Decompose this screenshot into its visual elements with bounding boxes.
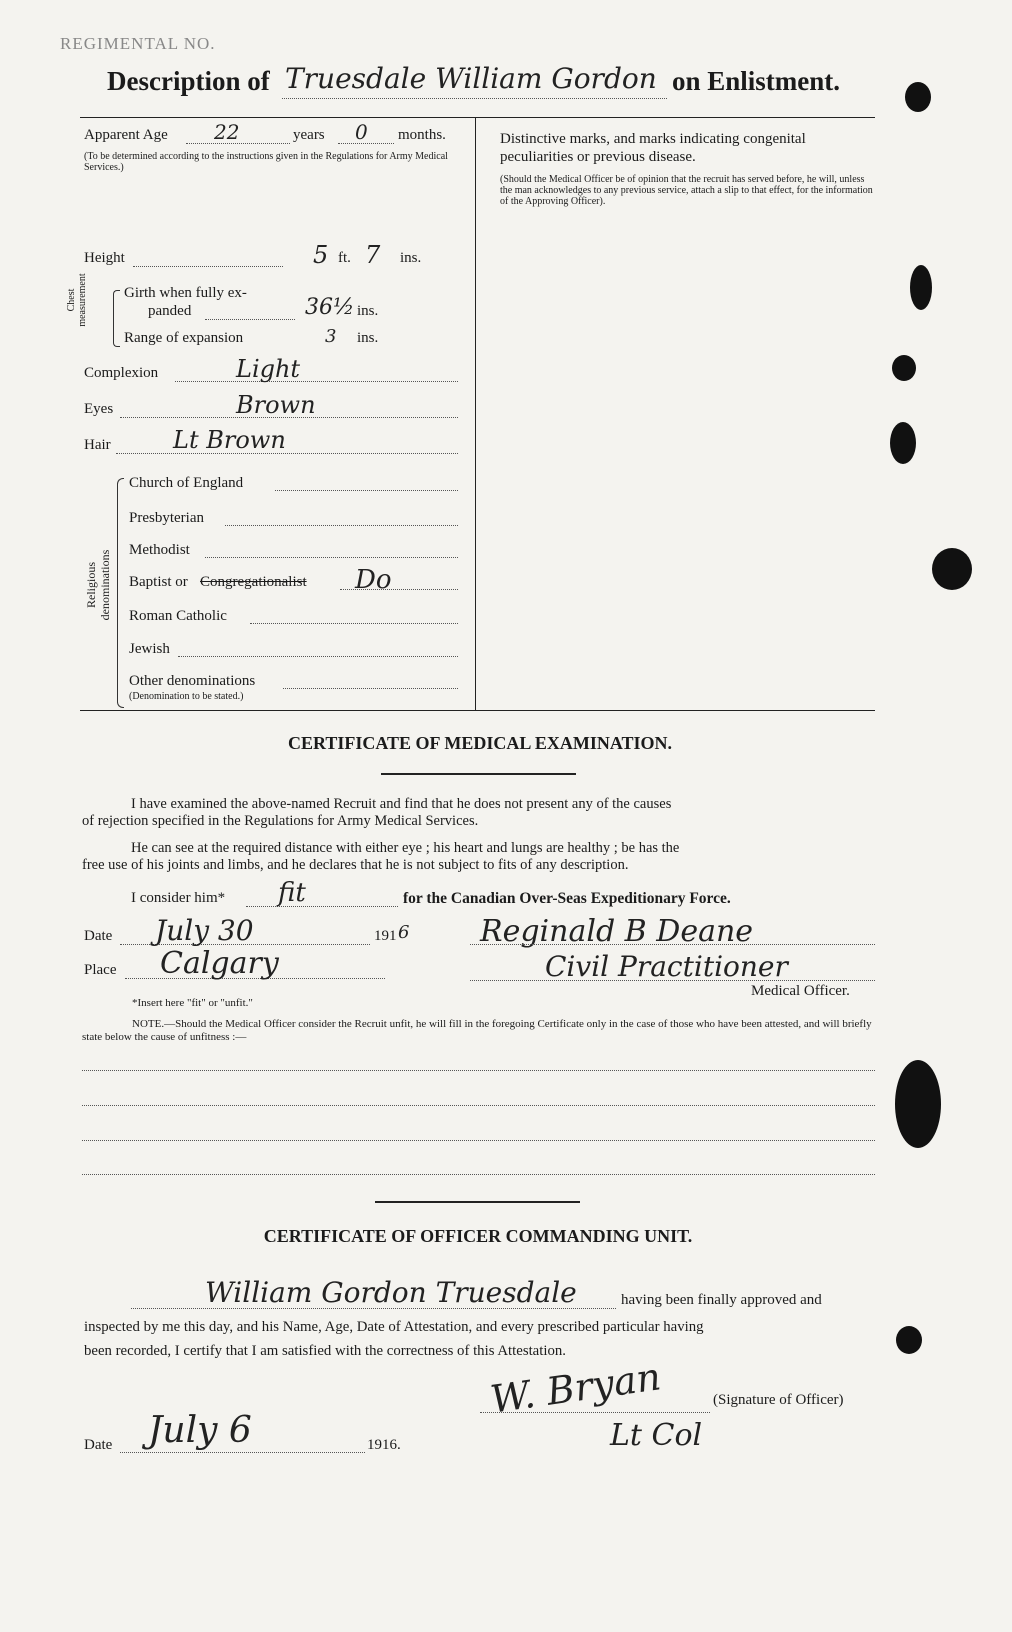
height-line [133, 266, 283, 267]
age-months-value: 0 [355, 120, 368, 144]
commanding-heading: CERTIFICATE OF OFFICER COMMANDING UNIT. [263, 1226, 693, 1246]
religion-baptist-prefix: Baptist or [129, 574, 188, 590]
religion-rc-line [250, 623, 458, 624]
commanding-date-line [120, 1452, 365, 1453]
chest-girth-line [205, 319, 295, 320]
form-title-suffix: on Enlistment. [672, 66, 841, 96]
marks-heading-1: Distinctive marks, and marks indicating congenital [500, 131, 806, 147]
recruit-name: Truesdale William Gordon [285, 62, 657, 95]
edge-blot [905, 82, 931, 112]
height-inches-label: ins. [400, 250, 422, 266]
religion-jewish: Jewish [129, 641, 170, 657]
medical-signature-1: Reginald B Deane [480, 914, 754, 949]
complexion-line [175, 381, 458, 382]
unfitness-line-2 [82, 1105, 875, 1106]
medical-heading-rule [381, 773, 576, 775]
medical-unfit-note: NOTE.—Should the Medical Officer consider the Recruit unfit, he will fill in the foregoing Certificate only in the case of those who have been attested, and will briefly state below the cause of unfitness :— [82, 1018, 872, 1043]
commanding-year: 1916. [367, 1437, 401, 1453]
chest-girth-label-1: Girth when fully ex- [124, 285, 247, 301]
commanding-date-value: July 6 [148, 1410, 252, 1451]
eyes-value: Brown [236, 391, 316, 419]
edge-blot [892, 355, 916, 381]
chest-range-unit: ins. [357, 330, 379, 346]
complexion-label: Complexion [84, 365, 159, 381]
commanding-name-value: William Gordon Truesdale [205, 1276, 577, 1309]
medical-year-printed: 191 [374, 928, 397, 944]
religion-other-line [283, 688, 458, 689]
medical-signature-2: Civil Practitioner [545, 950, 788, 983]
edge-blot [890, 422, 916, 464]
punch-hole [932, 548, 972, 590]
complexion-value: Light [236, 355, 301, 383]
age-months-label: months. [398, 127, 446, 143]
commanding-line3: been recorded, I certify that I am satisfied with the correctness of this Attestation. [84, 1343, 566, 1359]
religion-jewish-line [178, 656, 458, 657]
bottom-rule [80, 710, 875, 711]
chest-girth-label-2: panded [148, 303, 192, 319]
religion-bracket [117, 478, 124, 708]
religion-coe-line [275, 490, 458, 491]
chest-girth-unit: ins. [357, 303, 379, 319]
medical-insert-note: *Insert here "fit" or "unfit." [132, 997, 253, 1009]
age-note: (To be determined according to the instructions given in the Regulations for Army Medical Services.) [84, 151, 448, 173]
medical-place-value: Calgary [160, 946, 279, 981]
age-years-value: 22 [214, 120, 240, 144]
edge-blot [910, 265, 932, 310]
religion-congregationalist: Congregationalist [200, 574, 307, 590]
medical-consider-label: I consider him* [131, 890, 226, 906]
religion-side-label: Religious denominations [84, 549, 112, 621]
medical-officer-label: Medical Officer. [751, 983, 850, 999]
medical-date-label: Date [84, 928, 113, 944]
form-title-prefix: Description of [107, 66, 270, 96]
hair-value: Lt Brown [173, 426, 286, 454]
commanding-signature: W. Bryan [487, 1354, 664, 1422]
marks-note: (Should the Medical Officer be of opinion that the recruit has served before, he will, unless the man acknowledges to any previous service, attach a slip to that effect, for the information of the Approving Officer). [500, 174, 873, 207]
medical-para2-line1: He can see at the required distance with either eye ; his heart and lungs are healthy ; be has the [131, 840, 680, 856]
religion-presbyterian: Presbyterian [129, 510, 204, 526]
medical-year-hand: 6 [398, 922, 410, 943]
religion-church-of-england: Church of England [129, 475, 244, 491]
height-feet-label: ft. [338, 250, 351, 266]
medical-place-label: Place [84, 962, 117, 978]
height-inches-value: 7 [365, 241, 381, 269]
unfitness-line-1 [82, 1070, 875, 1071]
religion-other-note: (Denomination to be stated.) [129, 691, 244, 702]
section-rule [375, 1201, 580, 1203]
medical-date-value: July 30 [155, 914, 254, 947]
religion-roman-catholic: Roman Catholic [129, 608, 227, 624]
unfitness-line-4 [82, 1174, 875, 1175]
edge-blot [896, 1326, 922, 1354]
religion-other: Other denominations [129, 673, 256, 689]
chest-bracket [113, 290, 120, 347]
commanding-signature-line [480, 1412, 710, 1413]
commanding-date-label: Date [84, 1437, 113, 1453]
age-years-label: years [293, 127, 325, 143]
medical-force-label: for the Canadian Over-Seas Expeditionary Force. [403, 890, 731, 907]
religion-methodist: Methodist [129, 542, 190, 558]
medical-signature-line-1 [470, 944, 875, 945]
religion-presbyterian-line [225, 525, 458, 526]
chest-range-label: Range of expansion [124, 330, 244, 346]
height-label: Height [84, 250, 125, 266]
commanding-rank: Lt Col [610, 1418, 703, 1453]
commanding-signature-label: (Signature of Officer) [713, 1392, 844, 1408]
commanding-line2: inspected by me this day, and his Name, Age, Date of Attestation, and every prescribed particular having [84, 1319, 704, 1335]
regimental-stamp: REGIMENTAL NO. [60, 34, 216, 53]
top-rule [80, 117, 875, 118]
chest-side-label: Chest measurement [66, 273, 88, 327]
religion-baptist-line [340, 589, 458, 590]
commanding-line1-end: having been finally approved and [621, 1292, 822, 1308]
religion-baptist-value: Do [355, 565, 392, 595]
edge-blot [895, 1060, 941, 1148]
religion-methodist-line [205, 557, 458, 558]
medical-para1-line1: I have examined the above-named Recruit and find that he does not present any of the causes [131, 796, 672, 812]
title-name-line [282, 98, 667, 99]
medical-consider-line [246, 906, 398, 907]
age-label: Apparent Age [84, 127, 168, 143]
marks-heading-2: peculiarities or previous disease. [500, 149, 696, 165]
eyes-label: Eyes [84, 401, 114, 417]
hair-line [116, 453, 458, 454]
height-feet-value: 5 [313, 241, 329, 269]
chest-girth-value: 36½ [305, 295, 355, 320]
medical-heading: CERTIFICATE OF MEDICAL EXAMINATION. [287, 733, 673, 753]
medical-consider-value: fit [278, 878, 306, 908]
unfitness-line-3 [82, 1140, 875, 1141]
chest-range-value: 3 [325, 326, 337, 347]
commanding-name-line [131, 1308, 616, 1309]
column-divider [475, 117, 476, 710]
medical-para2-line2: free use of his joints and limbs, and he declares that he is not subject to fits of any description. [82, 857, 629, 873]
hair-label: Hair [84, 437, 111, 453]
medical-signature-line-2 [470, 980, 875, 981]
medical-para1-line2: of rejection specified in the Regulations for Army Medical Services. [82, 813, 479, 829]
